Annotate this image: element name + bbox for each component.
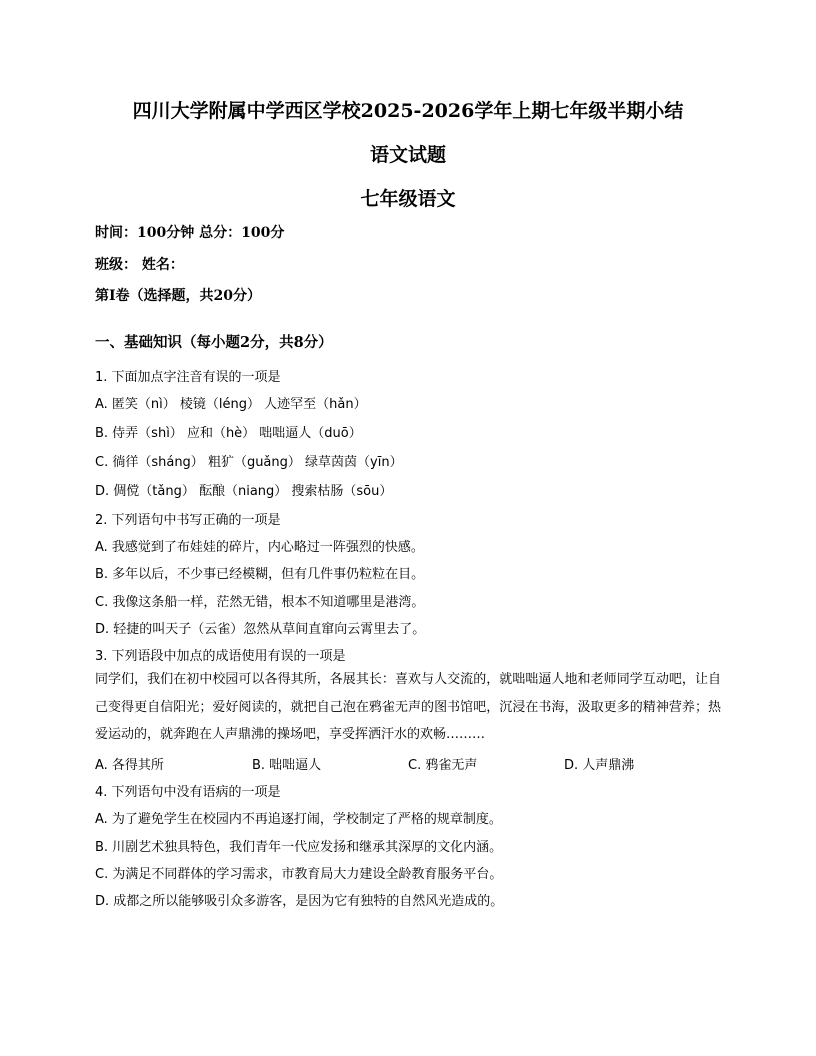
- q1-option-b: B. 侍弄（shì） 应和（hè） 咄咄逼人（duō）: [95, 426, 362, 441]
- q4-option-d: D. 成都之所以能够吸引众多游客，是因为它有独特的自然风光造成的。: [95, 894, 504, 909]
- q2-option-b: B. 多年以后，不少事已经模糊，但有几件事仍粒粒在目。: [95, 567, 425, 582]
- time-score-line: 时间：100分钟 总分：100分: [95, 225, 285, 241]
- q2-option-d: D. 轻捷的叫天子（云雀）忽然从草间直窜向云霄里去了。: [95, 622, 426, 637]
- class-name-line: 班级： 姓名：: [95, 257, 184, 273]
- exam-subtitle: 语文试题: [369, 144, 446, 166]
- q1-stem: 1. 下面加点字注音有误的一项是: [95, 370, 281, 385]
- q3-option-a: A. 各得其所: [95, 758, 164, 773]
- q3-stem: 3. 下列语段中加点的成语使用有误的一项是: [95, 649, 346, 664]
- q1-option-a: A. 匿笑（nì） 棱镜（léng） 人迹罕至（hǎn）: [95, 397, 367, 412]
- q2-option-c: C. 我像这条船一样，茫然无错，根本不知道哪里是港湾。: [95, 595, 425, 610]
- q2-option-a: A. 我感觉到了布娃娃的碎片，内心略过一阵强烈的快感。: [95, 540, 424, 555]
- q4-option-a: A. 为了避免学生在校园内不再追逐打闹，学校制定了严格的规章制度。: [95, 812, 502, 827]
- q3-passage: 同学们，我们在初中校园可以各得其所，各展其长：喜欢与人交流的，就咄咄逼人地和老师同学互动吧，让自己变得更自信阳光；爱好阅读的，就把自己泡在鸦雀无声的图书馆吧，沉浸在书海，汲取更多的精神营养；热爱运动的，就奔跑在人声鼎沸的操场吧，享受挥洒汗水的欢畅………: [95, 672, 721, 742]
- q3-option-c: C. 鸦雀无声: [408, 758, 478, 773]
- q4-option-b: B. 川剧艺术独具特色，我们青年一代应发扬和继承其深厚的文化内涵。: [95, 840, 503, 855]
- q1-option-d: D. 倜傥（tǎng） 酝酿（niang） 搜索枯肠（sōu）: [95, 484, 393, 499]
- q3-option-d: D. 人声鼎沸: [564, 758, 635, 773]
- q2-stem: 2. 下列语句中书写正确的一项是: [95, 513, 281, 528]
- section-one-heading: 一、基础知识（每小题2分，共8分）: [95, 334, 333, 351]
- q3-option-b: B. 咄咄逼人: [252, 758, 322, 773]
- q1-option-c: C. 徜徉（sháng） 粗犷（guǎng） 绿草茵茵（yīn）: [95, 455, 403, 470]
- exam-subject: 七年级语文: [360, 188, 456, 210]
- part-one-heading: 第Ⅰ卷（选择题，共20分）: [95, 288, 262, 304]
- q4-stem: 4. 下列语句中没有语病的一项是: [95, 785, 281, 800]
- q4-option-c: C. 为满足不同群体的学习需求，市教育局大力建设全龄教育服务平台。: [95, 867, 503, 882]
- exam-title: 四川大学附属中学西区学校2025-2026学年上期七年级半期小结: [132, 100, 684, 122]
